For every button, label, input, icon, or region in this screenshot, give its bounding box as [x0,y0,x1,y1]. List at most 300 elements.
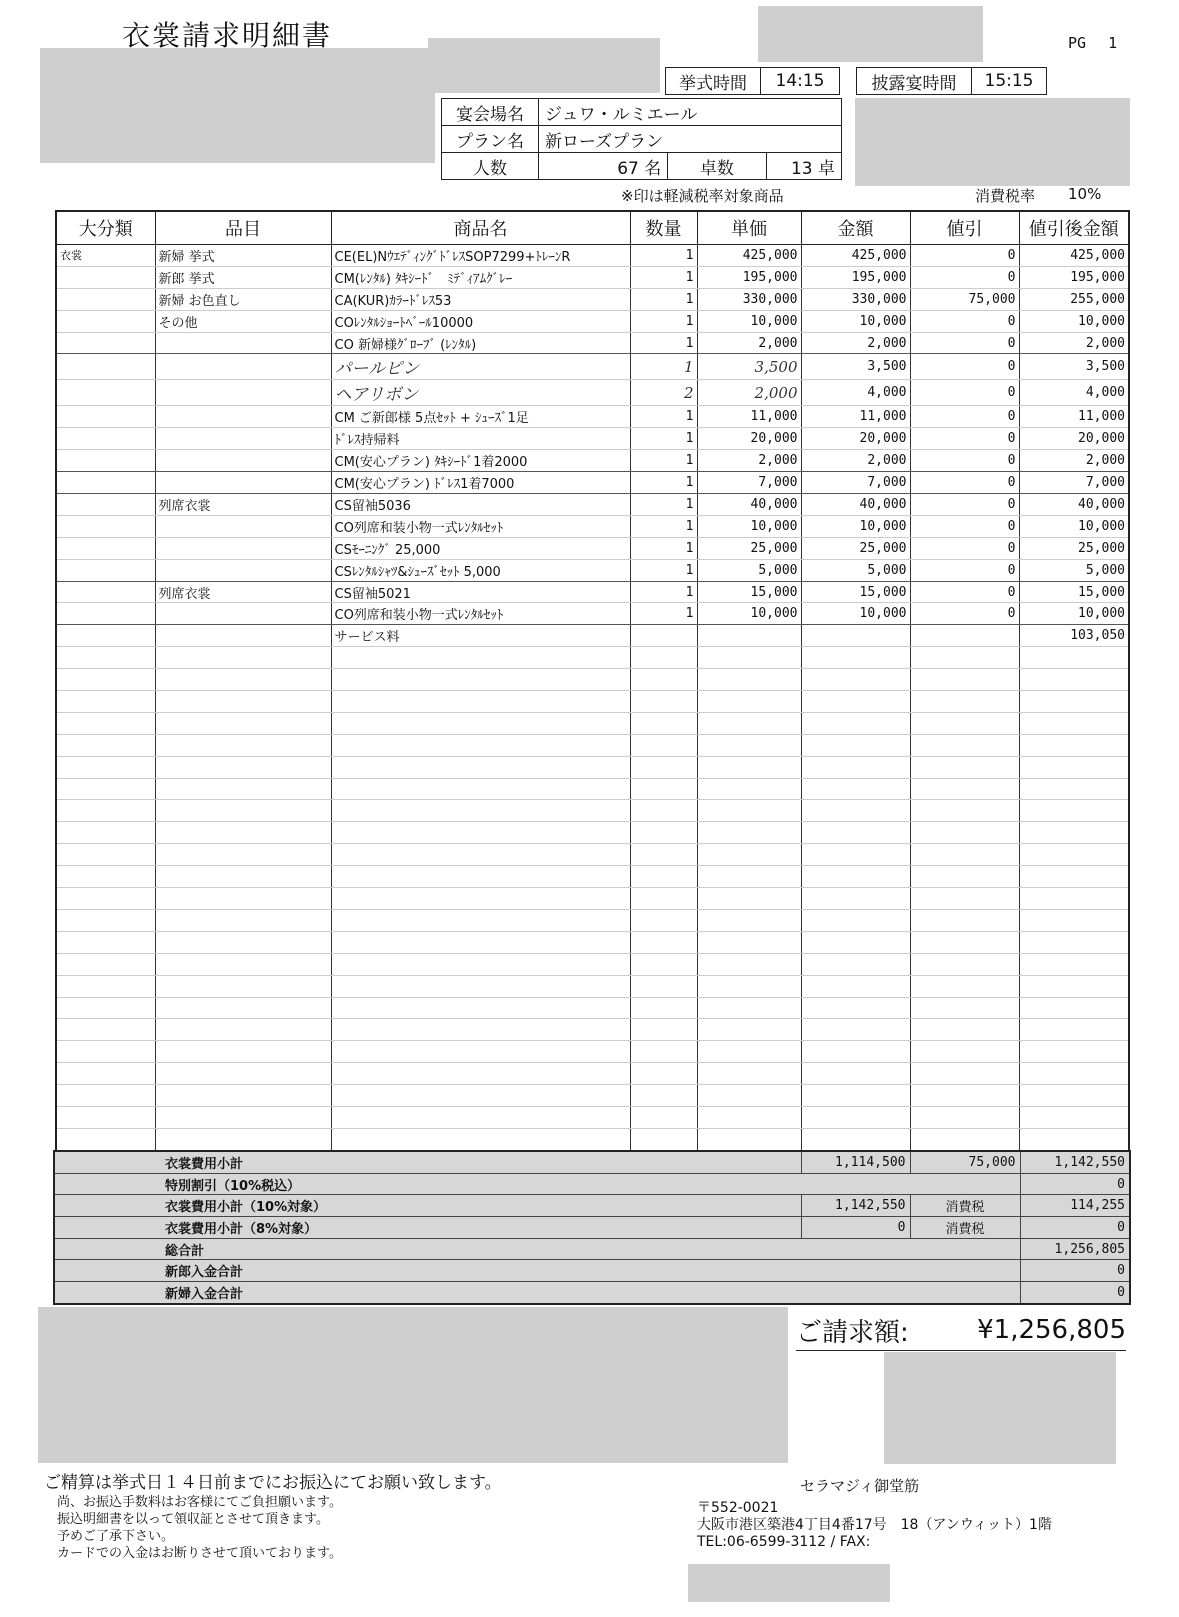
table-cell [155,515,331,537]
table-cell [697,844,801,866]
table-cell [630,625,697,647]
table-cell [697,669,801,691]
blank-row [56,931,1129,953]
table-cell: 1 [630,581,697,603]
table-cell [801,953,910,975]
table-cell [331,909,630,931]
table-cell: 25,000 [1019,537,1129,559]
subtotal-amount: 1,114,500 [801,1151,910,1173]
table-cell [1019,1085,1129,1107]
table-cell [630,647,697,669]
table-cell [801,647,910,669]
table-cell [910,1085,1019,1107]
table-cell [155,888,331,910]
table-cell [630,1019,697,1041]
table-cell: 195,000 [697,266,801,288]
blank-row [56,712,1129,734]
table-cell [910,647,1019,669]
table-cell [910,691,1019,713]
blank-row [56,1041,1129,1063]
table-cell: 25,000 [801,537,910,559]
table-cell: 0 [910,332,1019,354]
ceremony-time-value: 14:15 [775,71,825,91]
table-cell [56,494,155,516]
table-cell [1019,1128,1129,1150]
table-cell [155,354,331,380]
table-cell: 5,000 [801,559,910,581]
totals-row [54,1260,1130,1282]
table-row [56,450,1129,472]
table-cell: CO列席和装小物一式ﾚﾝﾀﾙｾｯﾄ [331,515,630,537]
table-cell: 11,000 [697,406,801,428]
table-cell: 20,000 [1019,428,1129,450]
table-cell [56,778,155,800]
table-cell [331,822,630,844]
table-cell [331,953,630,975]
blank-row [56,669,1129,691]
table-cell [910,822,1019,844]
table-cell [155,997,331,1019]
table-cell [1019,822,1129,844]
totals-row [54,1238,1130,1260]
table-cell [155,603,331,625]
table-cell [331,888,630,910]
table-cell: ヘアリボン [331,380,630,406]
table-cell [155,844,331,866]
table-cell: 330,000 [801,288,910,310]
col-header: 商品名 [331,211,630,245]
table-cell [1019,669,1129,691]
totals-table [53,1150,1131,1305]
table-row [56,603,1129,625]
table-cell: 0 [910,245,1019,267]
table-cell [630,1085,697,1107]
table-cell: 0 [910,450,1019,472]
table-cell: 1 [630,603,697,625]
table-cell: 5,000 [697,559,801,581]
table-cell [630,1041,697,1063]
table-cell [801,669,910,691]
table-cell: 103,050 [1019,625,1129,647]
grand-total-value: 1,256,805 [1020,1238,1130,1260]
table-cell [155,909,331,931]
table-cell [56,310,155,332]
table-row [56,625,1129,647]
table-cell [331,1019,630,1041]
blank-row [56,778,1129,800]
table-cell [155,559,331,581]
reception-time-value: 15:15 [984,71,1034,91]
table-cell [801,778,910,800]
table-cell [56,288,155,310]
table-cell [1019,778,1129,800]
table-cell [331,669,630,691]
table-cell [155,712,331,734]
table-cell [910,625,1019,647]
table-cell: 新婦 挙式 [155,245,331,267]
table-cell [155,800,331,822]
table-cell [56,450,155,472]
table-cell [331,1063,630,1085]
table-cell: CS留袖5036 [331,494,630,516]
table-cell: 1 [630,288,697,310]
payment-note-line: 尚、お振込手数料はお客様にてご負担願います。 [57,1495,342,1510]
table-cell: 20,000 [801,428,910,450]
table-cell [155,332,331,354]
table-cell: 40,000 [1019,494,1129,516]
page-number [1068,34,1117,52]
table-cell: 0 [910,428,1019,450]
redacted-block [428,38,660,93]
table-cell [1019,888,1129,910]
table-row [56,266,1129,288]
subtotal-10-tax: 114,255 [1020,1195,1130,1217]
tables-value: 13 卓 [766,153,842,180]
table-cell [697,1041,801,1063]
table-cell [630,756,697,778]
table-header-row [56,211,1129,245]
table-cell [801,1128,910,1150]
totals-row [54,1195,1130,1217]
blank-row [56,888,1129,910]
totals-row [54,1173,1130,1195]
table-cell [1019,844,1129,866]
blank-row [56,866,1129,888]
table-cell [910,1041,1019,1063]
billing-amount-box [796,1310,1126,1351]
redacted-block [688,1564,890,1602]
col-header: 金額 [801,211,910,245]
table-cell: 0 [910,537,1019,559]
table-cell [910,1019,1019,1041]
table-cell: 0 [910,559,1019,581]
table-cell: CE(EL)NｳｴﾃﾞｨﾝｸﾞﾄﾞﾚｽSOP7299+ﾄﾚｰﾝR [331,245,630,267]
table-row [56,406,1129,428]
redacted-block [38,1307,788,1463]
plan-value: 新ローズプラン [539,126,842,153]
table-cell [801,1106,910,1128]
table-cell [801,975,910,997]
table-cell: 新婦 お色直し [155,288,331,310]
table-cell [697,712,801,734]
table-cell [155,450,331,472]
table-cell [1019,866,1129,888]
totals-row [54,1151,1130,1173]
table-cell [155,953,331,975]
table-cell [801,888,910,910]
table-cell [801,800,910,822]
table-cell [56,472,155,494]
table-cell [155,756,331,778]
table-cell [910,953,1019,975]
table-cell [56,1128,155,1150]
table-cell: CM ご新郎様 5点ｾｯﾄ + ｼｭｰｽﾞ1足 [331,406,630,428]
table-cell [1019,909,1129,931]
table-cell: 0 [910,581,1019,603]
table-cell [697,625,801,647]
table-cell [1019,647,1129,669]
table-cell [56,953,155,975]
table-cell: 0 [910,406,1019,428]
table-cell: 10,000 [801,603,910,625]
table-cell: 0 [910,603,1019,625]
table-cell [910,669,1019,691]
blank-row [56,800,1129,822]
col-header: 値引 [910,211,1019,245]
table-cell: 20,000 [697,428,801,450]
table-cell [331,1128,630,1150]
table-cell [630,1106,697,1128]
table-cell: 25,000 [697,537,801,559]
table-cell [697,734,801,756]
blank-row [56,756,1129,778]
table-cell [56,603,155,625]
table-cell: 425,000 [801,245,910,267]
blank-row [56,1085,1129,1107]
table-cell: 1 [630,472,697,494]
table-cell [155,537,331,559]
table-cell: 2,000 [697,380,801,406]
redacted-block [855,98,1130,186]
table-cell: 4,000 [801,380,910,406]
table-cell [56,822,155,844]
subtotal-8-label: 衣裳費用小計（8%対象） [54,1217,801,1239]
blank-row [56,844,1129,866]
payment-note-line: 振込明細書を以って領収証とさせて頂きます。 [57,1512,329,1527]
table-cell [697,866,801,888]
special-discount-value: 0 [1020,1173,1130,1195]
table-row [56,288,1129,310]
table-cell [1019,756,1129,778]
table-cell [801,1019,910,1041]
table-cell [56,581,155,603]
plan-label: プラン名 [442,126,539,153]
table-cell [801,1085,910,1107]
table-cell [697,1085,801,1107]
table-cell [331,844,630,866]
table-row [56,559,1129,581]
table-cell [630,997,697,1019]
table-cell [697,931,801,953]
blank-row [56,691,1129,713]
table-cell [697,909,801,931]
payment-note-line: カードでの入金はお断りさせて頂いております。 [57,1546,342,1561]
table-cell [910,800,1019,822]
table-cell [910,734,1019,756]
table-cell: 列席衣裳 [155,581,331,603]
table-cell [697,975,801,997]
subtotal-10-amount: 1,142,550 [801,1195,910,1217]
table-cell: CM(安心プラン) ﾄﾞﾚｽ1着7000 [331,472,630,494]
table-cell [155,406,331,428]
table-cell [155,1063,331,1085]
table-cell: 1 [630,332,697,354]
table-cell [910,756,1019,778]
phone-fax: TEL:06-6599-3112 / FAX: [697,1534,871,1550]
groom-payment-value: 0 [1020,1260,1130,1282]
table-cell [1019,712,1129,734]
table-cell [697,822,801,844]
totals-row [54,1282,1130,1304]
table-cell [56,712,155,734]
table-cell: 10,000 [697,515,801,537]
table-cell [801,691,910,713]
table-cell [630,975,697,997]
table-cell [56,800,155,822]
table-cell: 0 [910,310,1019,332]
col-header: 大分類 [56,211,155,245]
table-cell [630,691,697,713]
table-cell [630,931,697,953]
table-cell: 1 [630,428,697,450]
table-cell [56,669,155,691]
table-cell [697,1063,801,1085]
table-cell [630,822,697,844]
table-cell [155,822,331,844]
table-cell [155,975,331,997]
subtotal-10-tax-label: 消費税 [910,1195,1020,1217]
table-cell [630,800,697,822]
table-cell: 衣裳 [56,245,155,267]
table-cell [1019,997,1129,1019]
table-cell [155,1128,331,1150]
table-cell [56,691,155,713]
table-cell [56,888,155,910]
table-cell: 195,000 [1019,266,1129,288]
table-cell [697,953,801,975]
table-cell: 11,000 [801,406,910,428]
table-cell [331,691,630,713]
table-cell [910,1063,1019,1085]
table-cell: 255,000 [1019,288,1129,310]
blank-row [56,909,1129,931]
table-cell: 7,000 [1019,472,1129,494]
table-cell [56,406,155,428]
table-cell: CO列席和装小物一式ﾚﾝﾀﾙｾｯﾄ [331,603,630,625]
table-cell [56,909,155,931]
table-cell [56,625,155,647]
table-cell [56,647,155,669]
ceremony-time-label: 挙式時間 [666,68,761,94]
table-cell: 2 [630,380,697,406]
table-cell [697,888,801,910]
table-cell: 5,000 [1019,559,1129,581]
table-cell [801,844,910,866]
table-cell [910,778,1019,800]
table-cell [910,1106,1019,1128]
table-cell: 10,000 [1019,603,1129,625]
table-cell: 0 [910,354,1019,380]
table-cell: COﾚﾝﾀﾙｼｮｰﾄﾍﾞｰﾙ10000 [331,310,630,332]
table-cell: 10,000 [801,310,910,332]
table-cell [801,822,910,844]
ceremony-time-box [665,67,840,95]
table-cell: CO 新婦様ｸﾞﾛｰﾌﾞ (ﾚﾝﾀﾙ) [331,332,630,354]
groom-payment-label: 新郎入金合計 [54,1260,1020,1282]
table-cell [801,997,910,1019]
reception-time-box [856,67,1047,95]
table-cell [155,691,331,713]
table-cell [155,866,331,888]
table-cell [155,1106,331,1128]
table-cell: 1 [630,245,697,267]
totals-row [54,1217,1130,1239]
table-cell: 2,000 [1019,332,1129,354]
table-cell: 195,000 [801,266,910,288]
tables-label: 卓数 [668,153,766,180]
table-cell [630,1128,697,1150]
payment-instruction: ご精算は挙式日１４日前までにお振込にてお願い致します。 [44,1473,502,1493]
table-row [56,332,1129,354]
blank-row [56,1128,1129,1150]
table-cell [1019,1019,1129,1041]
table-cell [155,380,331,406]
table-cell [697,647,801,669]
table-cell [1019,953,1129,975]
table-cell [1019,734,1129,756]
table-cell [331,800,630,822]
payment-note-line: 予めご了承下さい。 [57,1529,175,1544]
table-row [56,515,1129,537]
table-cell [331,997,630,1019]
table-cell [56,1085,155,1107]
table-cell [801,1063,910,1085]
table-cell: 0 [910,515,1019,537]
table-cell: サービス料 [331,625,630,647]
company-address [697,1500,1052,1551]
table-cell [630,866,697,888]
table-cell [910,975,1019,997]
company-name: セラマジィ御堂筋 [800,1477,920,1495]
table-cell [697,997,801,1019]
table-cell: その他 [155,310,331,332]
table-cell [697,1128,801,1150]
blank-row [56,975,1129,997]
table-cell [1019,1106,1129,1128]
subtotal-10-label: 衣裳費用小計（10%対象） [54,1195,801,1217]
table-cell: 0 [910,494,1019,516]
table-row [56,472,1129,494]
subtotal-label: 衣裳費用小計 [54,1151,801,1173]
table-cell: 10,000 [1019,310,1129,332]
bride-payment-label: 新婦入金合計 [54,1282,1020,1304]
blank-row [56,734,1129,756]
table-cell [801,931,910,953]
table-cell [155,778,331,800]
table-cell: 10,000 [697,310,801,332]
special-discount-label: 特別割引（10%税込） [54,1173,1020,1195]
table-cell: 1 [630,406,697,428]
subtotal-8-tax-label: 消費税 [910,1217,1020,1239]
table-cell [697,756,801,778]
table-cell [56,1063,155,1085]
table-cell [910,1128,1019,1150]
table-cell: 2,000 [801,332,910,354]
subtotal-after: 1,142,550 [1020,1151,1130,1173]
redacted-block [884,1352,1116,1464]
table-cell [56,756,155,778]
table-cell: ﾄﾞﾚｽ持帰料 [331,428,630,450]
table-cell: 40,000 [697,494,801,516]
subtotal-8-amount: 0 [801,1217,910,1239]
venue-info-table [441,98,842,180]
redacted-block [758,6,983,62]
grand-total-label: 総合計 [54,1238,1020,1260]
table-cell [155,1085,331,1107]
table-cell [331,1041,630,1063]
table-cell: 2,000 [1019,450,1129,472]
table-cell: 1 [630,310,697,332]
